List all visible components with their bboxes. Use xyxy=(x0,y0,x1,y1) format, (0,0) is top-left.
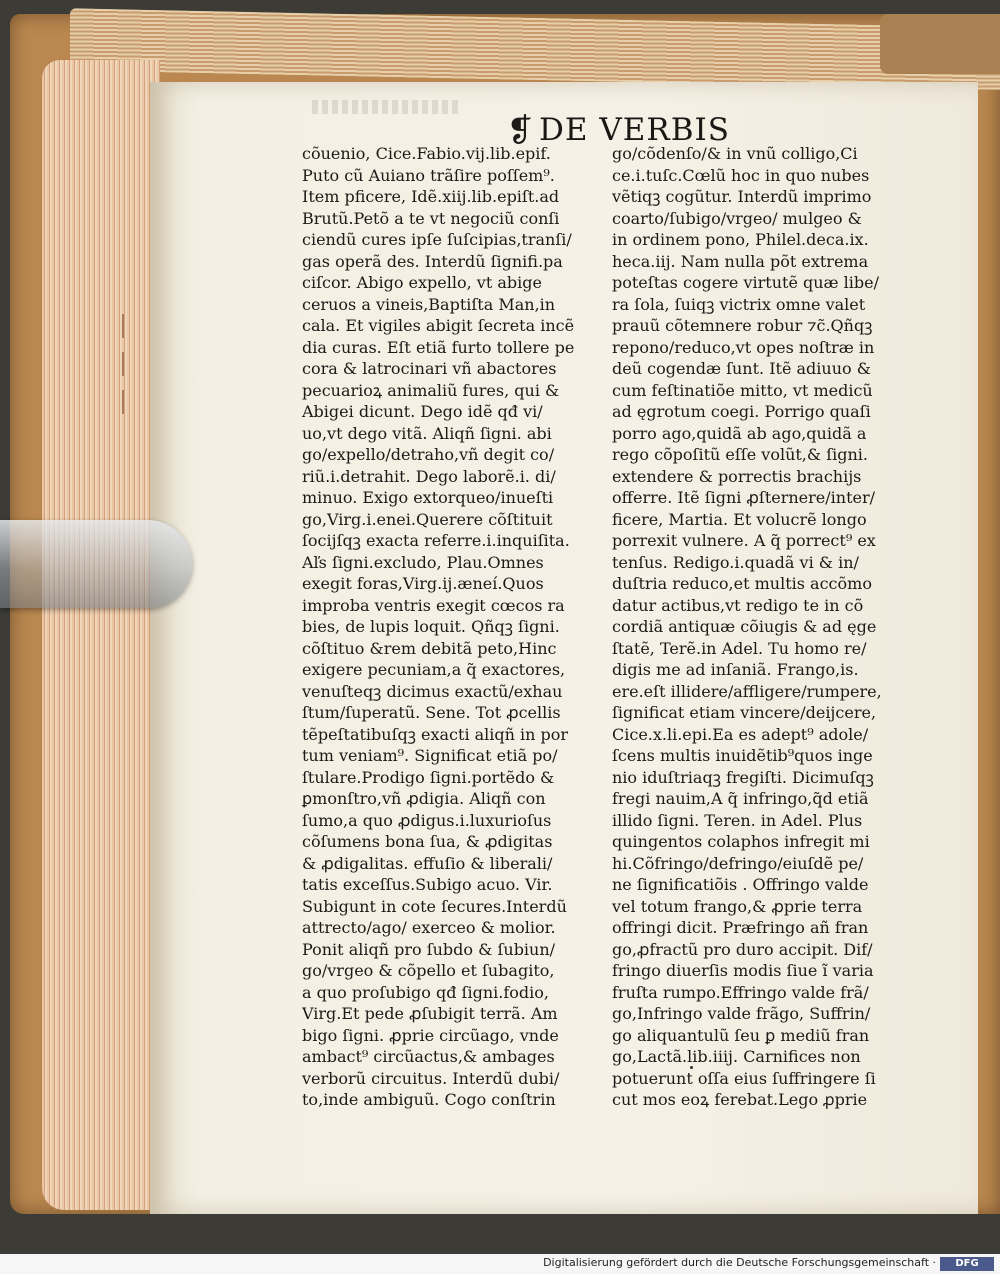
text-line: ciſcor. Abigo expello, vt abige xyxy=(302,273,542,292)
text-line: tenſus. Redigo.i.quadã vi & in/ xyxy=(612,552,859,572)
text-line: vẽtiqꝫ cogũtur. Interdũ imprimo xyxy=(612,187,872,206)
text-line: hi.Cõfringo/defringo/eiuſdẽ pe/ xyxy=(612,853,864,873)
text-line: offerre. Itẽ ſigni ꝓſternere/inter/ xyxy=(612,488,875,507)
paragraph-mark-icon: ❡ xyxy=(506,111,534,149)
text-line: duſtria reduco,et multis accõmo xyxy=(612,574,872,593)
text-line: verborũ circuitus. Interdũ dubi/ xyxy=(302,1068,560,1088)
text-line: ambact⁹ circũactus,& ambages xyxy=(302,1047,555,1066)
gutter-marks xyxy=(118,300,128,500)
text-line: illido ſigni. Teren. in Adel. Plus xyxy=(612,810,863,830)
text-column-left xyxy=(302,143,602,1111)
text-line: in ordinem pono, Philel.deca.ix. xyxy=(612,230,869,249)
text-line: cora & latrocinari vñ abactores xyxy=(302,359,557,378)
text-line: Ponit aliqñ pro ſubdo & ſubiun/ xyxy=(302,939,556,959)
text-line: ſumo,a quo ꝓdigus.i.luxurioſus xyxy=(302,810,552,830)
text-line: ne ſignificatiõis . Offringo valde xyxy=(612,875,869,894)
text-line: ſocijſqꝫ exacta referre.i.inquiſita. xyxy=(302,531,570,550)
text-line: Virg.Et pede ꝓſubigit terrã. Am xyxy=(302,1004,558,1023)
text-line: cordiã antiquæ cõiugis & ad ęge xyxy=(612,617,877,636)
text-column-right xyxy=(612,143,908,1111)
text-line: ſcens multis inuidẽtib⁹quos inge xyxy=(612,746,873,765)
text-line: tum veniam⁹. Significat etiã po/ xyxy=(302,746,558,765)
ink-speck xyxy=(690,1066,693,1069)
text-line: venuſteqꝫ dicimus exactũ/exhau xyxy=(302,681,563,701)
text-line: exegit foras,Virg.ij.æneí.Quos xyxy=(302,574,544,593)
text-line: fregi nauim,A q̃ infringo,q̃d etiã xyxy=(612,789,869,808)
text-line: ſtulare.Prodigo ſigni.portẽdo & xyxy=(302,767,555,787)
text-line: a quo proſubigo qđ ſigni.fodio, xyxy=(302,982,549,1002)
text-line: cala. Et vigiles abigit ſecreta incẽ xyxy=(302,316,575,335)
text-line: cõuenio, Cice.Fabio.vij.lib.epif. xyxy=(302,144,551,163)
text-line: ere.eſt illidere/affligere/rumpere, xyxy=(612,681,882,701)
text-line: ſtatẽ, Terẽ.in Adel. Tu homo re/ xyxy=(612,638,867,658)
text-line: extendere & porrectis brachijs xyxy=(612,466,862,486)
text-line: go/expello/detraho,vñ degit co/ xyxy=(302,445,555,464)
text-line: improba ventris exegit cœcos ra xyxy=(302,595,565,615)
text-line: go,Virg.i.enei.Querere cõſtituit xyxy=(302,509,553,529)
text-line: porro ago,quidã ab ago,quidã a xyxy=(612,423,867,443)
text-line: porrexit vulnere. A q̃ porrect⁹ ex xyxy=(612,531,876,550)
text-line: ſtum/ſuperatũ. Sene. Tot ꝓcellis xyxy=(302,703,561,722)
text-line: Cice.x.li.epi.Ea es adept⁹ adole/ xyxy=(612,724,869,744)
text-line: cut mos eoꝝ ferebat.Lego ꝓprie xyxy=(612,1090,868,1109)
text-line: go aliquantulũ ſeu ꝑ mediũ fran xyxy=(612,1025,870,1045)
text-line: pecuarioꝝ animaliũ fures, qui & xyxy=(302,380,560,400)
text-line: ra ſola, ſuiqꝫ victrix omne valet xyxy=(612,294,866,314)
funding-credit: Digitalisierung gefördert durch die Deutsche Forschungsgemeinschaft · xyxy=(543,1256,936,1269)
text-line: Abigei dicunt. Dego idẽ qđ vi/ xyxy=(302,402,543,421)
text-line: Subigunt in cote ſecures.Interdũ xyxy=(302,896,567,916)
text-line: digis me ad inſaniã. Frango,is. xyxy=(612,660,859,679)
text-line: Brutũ.Petõ a te vt negociũ conſi xyxy=(302,208,560,228)
text-line: ciendũ cures ipſe ſuſcipias,tranſi/ xyxy=(302,230,572,249)
text-line: ꝑmonſtro,vñ ꝓdigia. Aliqñ con xyxy=(302,789,546,808)
text-line: vel totum frango,& ꝓprie terra xyxy=(612,896,863,916)
text-line: riũ.i.detrahit. Dego laborẽ.i. di/ xyxy=(302,466,556,486)
digitization-footer xyxy=(0,1254,1000,1274)
text-line: Puto cũ Auiano trãſire poſſem⁹. xyxy=(302,165,555,185)
text-line: cõſumens bona ſua, & ꝓdigitas xyxy=(302,832,553,851)
dfg-logo: DFG xyxy=(940,1257,994,1271)
text-line: bies, de lupis loquit. Qñqꝫ ſigni. xyxy=(302,617,560,636)
text-line: Aľs ſigni.excludo, Plau.Omnes xyxy=(302,552,544,572)
text-line: heca.iij. Nam nulla põt extrema xyxy=(612,251,869,271)
text-line: ficere, Martia. Et volucrẽ longo xyxy=(612,509,867,529)
text-line: gas operã des. Interdũ ſignifi.pa xyxy=(302,251,563,271)
text-line: go,Infringo valde frãgo, Suffrin/ xyxy=(612,1004,871,1023)
text-line: potuerunt oſſa eius ſuffringere ſi xyxy=(612,1068,876,1088)
text-line: & ꝓdigalitas. effuſio & liberali/ xyxy=(302,853,553,873)
text-line: go,Lactã.lib.iiij. Carnifices non xyxy=(612,1047,861,1066)
text-line: exigere pecuniam,a q̃ exactores, xyxy=(302,660,566,679)
text-line: poteſtas cogere virtutẽ quæ libe/ xyxy=(612,273,879,292)
text-line: prauũ cõtemnere robur ⁊c̃.Qñqꝫ xyxy=(612,316,873,335)
page-stack-side-edge xyxy=(42,60,160,1210)
text-line: quingentos colaphos infregit mi xyxy=(612,832,870,851)
text-line: fringo diuerſis modis ſiue ĩ varia xyxy=(612,961,874,980)
text-line: ce.i.tuſc.Cœlũ hoc in quo nubes xyxy=(612,165,870,185)
book-corner xyxy=(880,14,1000,74)
faint-stamp-mark xyxy=(312,100,462,114)
text-line: tẽpeſtatibuſqꝫ exacti aliqñ in por xyxy=(302,724,569,744)
text-line: fruſta rumpo.Effringo valde frã/ xyxy=(612,982,869,1002)
page-holder-finger xyxy=(0,520,192,608)
text-line: go/vrgeo & cõpello et ſubagito, xyxy=(302,961,555,980)
text-line: bigo ſigni. ꝓprie circũago, vnde xyxy=(302,1025,559,1045)
text-line: coarto/ſubigo/vrgeo/ mulgeo & xyxy=(612,208,862,228)
text-line: deũ cogendæ ſunt. Itẽ adiuuo & xyxy=(612,359,871,378)
text-line: Item pficere, Idẽ.xiij.lib.epiſt.ad xyxy=(302,187,560,206)
text-line: offringi dicit. Præfringo añ fran xyxy=(612,918,869,937)
text-line: datur actibus,vt redigo te in cõ xyxy=(612,595,864,615)
running-head-title: DE VERBIS xyxy=(539,112,730,148)
text-line: go/cõdenſo/& in vnũ colligo,Ci xyxy=(612,144,858,163)
text-line: attrecto/ago/ exerceo & molior. xyxy=(302,918,556,937)
text-line: repono/reduco,vt opes noſtræ in xyxy=(612,337,875,357)
text-line: cum feſtinatiõe mitto, vt medicũ xyxy=(612,380,873,400)
text-line: ceruos a vineis,Baptiſta Man,in xyxy=(302,294,556,314)
text-line: ſignificat etiam vincere/deijcere, xyxy=(612,703,877,722)
text-line: nio iduſtriaqꝫ fregiſti. Dicimuſqꝫ xyxy=(612,767,874,787)
text-line: go,ꝓfractũ pro duro accipit. Dif/ xyxy=(612,939,873,959)
text-line: ad ęgrotum coegi. Porrigo quaſi xyxy=(612,402,871,421)
text-line: tatis exceſſus.Subigo acuo. Vir. xyxy=(302,875,553,894)
text-line: cõſtituo &rem debitã peto,Hinc xyxy=(302,638,557,658)
text-line: dia curas. Eſt etiã furto tollere pe xyxy=(302,337,575,357)
text-line: to,inde ambiguũ. Cogo conſtrin xyxy=(302,1090,556,1109)
text-line: uo,vt dego vitã. Aliqñ ſigni. abi xyxy=(302,423,552,443)
text-line: minuo. Exigo extorqueo/inueſti xyxy=(302,488,554,507)
text-line: rego cõpoſitũ eſſe volũt,& ſigni. xyxy=(612,445,868,464)
